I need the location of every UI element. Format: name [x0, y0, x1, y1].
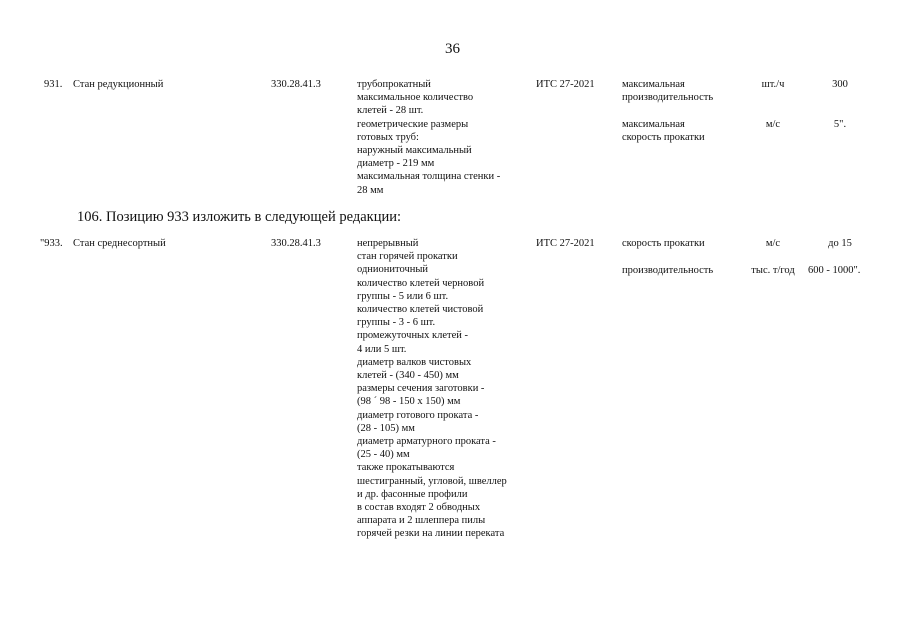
row-933-description: непрерывный стан горячей прокатки одниониточный количество клетей черновой группы - 5 или 6 шт. количество клетей чистовой группы - 3 - 6 шт. промежуточных клетей - 4 или 5 шт. диаметр валков чистовых клетей - (340 - 450) мм размеры сечения заготовки - (98 ´ 98 - 150 x 150) мм диаметр готового проката - (28 - 105) мм диаметр арматурного проката - (25 - 40) мм также прокатываются шестигранный, угловой, швеллер и др. фасонные профили в состав входят 2 обводных аппарата и 2 шлеппера пилы горячей резки на линии переката	[357, 238, 507, 540]
row-931-param-unit: м/с	[765, 119, 781, 130]
row-931-param-unit: шт./ч	[761, 79, 785, 90]
row-931-code: 330.28.41.3	[271, 79, 321, 90]
row-933-number: "933.	[40, 238, 63, 249]
page-number: 36	[445, 41, 460, 57]
row-931-param-name: максимальная производительность	[622, 79, 714, 104]
row-933-param-unit: тыс. т/год	[751, 265, 795, 276]
row-933-name: Стан среднесортный	[73, 238, 166, 249]
row-933-param-unit: м/с	[765, 238, 781, 249]
row-931-name: Стан редукционный	[73, 79, 164, 90]
row-931-param-value: 300	[832, 79, 848, 90]
row-931-param-value: 5".	[833, 119, 847, 130]
row-931-standard: ИТС 27-2021	[536, 79, 595, 90]
row-933-standard: ИТС 27-2021	[536, 238, 595, 249]
row-931-description: трубопрокатный максимальное количество клетей - 28 шт. геометрические размеры готовых труб: наружный максимальный диаметр - 219 мм максимальная толщина стенки - 28 мм	[357, 79, 501, 196]
row-933-code: 330.28.41.3	[271, 238, 321, 249]
amendment-heading: 106. Позицию 933 изложить в следующей редакции:	[77, 209, 402, 225]
row-933-param-value: 600 - 1000".	[808, 265, 861, 276]
row-931-number: 931.	[44, 79, 63, 90]
row-933-param-name: производительность	[622, 265, 714, 276]
row-931-param-name: максимальная скорость прокатки	[622, 119, 705, 144]
row-933-param-name: скорость прокатки	[622, 238, 705, 249]
row-933-param-value: до 15	[828, 238, 852, 249]
